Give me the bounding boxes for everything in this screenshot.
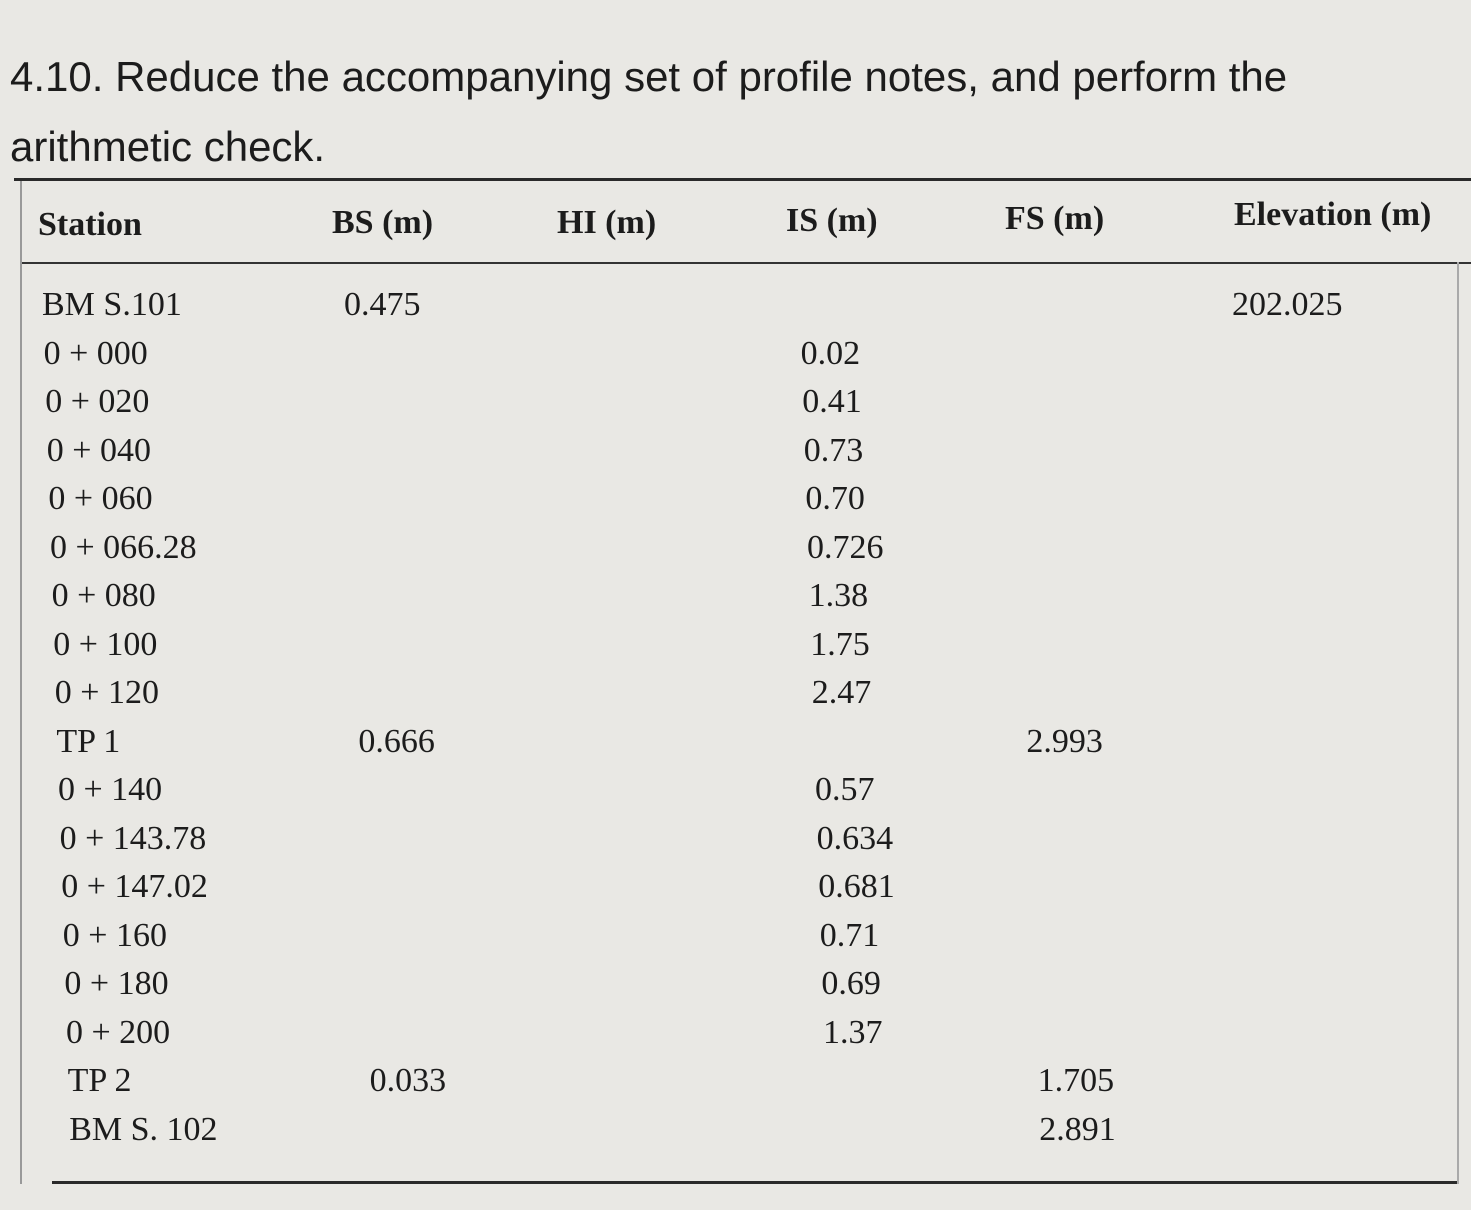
- profile-notes-table: [20, 178, 1471, 1184]
- table-row: [33, 626, 1471, 674]
- cell-is: 0.57: [815, 771, 875, 808]
- cell-station: 0 + 040: [46, 431, 151, 469]
- cell-station: 0 + 140: [58, 771, 163, 808]
- table-row: [24, 335, 1471, 383]
- header-fs: FS (m): [1005, 200, 1105, 237]
- cell-station: 0 + 020: [45, 383, 150, 420]
- cell-station: 0 + 143.78: [59, 819, 207, 857]
- table-row: [49, 1111, 1471, 1159]
- cell-is: 2.47: [811, 674, 872, 711]
- cell-station: 0 + 180: [64, 965, 169, 1002]
- cell-fs: 2.891: [1039, 1110, 1116, 1148]
- table-row: [28, 480, 1471, 528]
- cell-station: TP 1: [56, 722, 121, 760]
- header-elevation: Elevation (m): [1234, 196, 1432, 233]
- table-row: [44, 965, 1471, 1013]
- header-is: IS (m): [786, 202, 878, 239]
- cell-is: 0.70: [805, 480, 865, 517]
- cell-station: 0 + 060: [48, 480, 153, 517]
- table-row: [43, 917, 1471, 965]
- cell-is: 1.37: [823, 1013, 883, 1051]
- header-hi: HI (m): [557, 204, 657, 241]
- table-top-rule: [14, 178, 1471, 181]
- cell-station: BM S.101: [42, 286, 182, 323]
- table-bottom-rule: [52, 1181, 1458, 1184]
- cell-bs: 0.475: [344, 286, 421, 323]
- cell-station: 0 + 200: [66, 1013, 171, 1051]
- cell-is: 0.02: [800, 334, 861, 372]
- table-row: [27, 432, 1471, 480]
- cell-is: 0.73: [803, 431, 864, 469]
- cell-is: 0.71: [819, 916, 880, 954]
- cell-station: 0 + 160: [62, 916, 167, 954]
- table-row: [25, 383, 1471, 431]
- cell-fs: 2.993: [1026, 722, 1103, 760]
- cell-station: BM S. 102: [69, 1110, 218, 1148]
- table-row: [48, 1062, 1471, 1110]
- cell-is: 1.38: [808, 577, 869, 614]
- cell-bs: 0.033: [369, 1062, 447, 1099]
- cell-is: 0.726: [807, 528, 884, 566]
- cell-bs: 0.666: [358, 722, 435, 760]
- cell-is: 1.75: [810, 625, 870, 663]
- cell-is: 0.69: [821, 965, 881, 1002]
- table-row: [32, 577, 1471, 625]
- cell-elevation: 202.025: [1232, 286, 1343, 323]
- table-row: [40, 820, 1471, 868]
- problem-title: 4.10. Reduce the accompanying set of profile notes, and perform the arithmetic check.: [10, 53, 1288, 170]
- cell-station: 0 + 080: [51, 577, 156, 614]
- cell-station: 0 + 100: [53, 625, 158, 663]
- table-row: [46, 1014, 1471, 1062]
- cell-is: 0.634: [816, 819, 894, 857]
- table-row: [41, 868, 1471, 916]
- table-header-rule: [22, 262, 1471, 264]
- cell-station: 0 + 147.02: [61, 868, 208, 905]
- cell-station: TP 2: [67, 1062, 132, 1099]
- table-row: [22, 286, 1471, 334]
- cell-station: 0 + 000: [43, 334, 148, 372]
- table-row: [30, 529, 1471, 577]
- header-bs: BS (m): [332, 204, 434, 241]
- table-row: [35, 674, 1471, 722]
- cell-station: 0 + 066.28: [50, 528, 197, 566]
- table-row: [38, 771, 1471, 819]
- header-station: Station: [38, 206, 142, 243]
- cell-is: 0.41: [802, 383, 862, 420]
- cell-station: 0 + 120: [54, 674, 159, 711]
- cell-fs: 1.705: [1037, 1062, 1115, 1099]
- table-row: [36, 723, 1471, 771]
- cell-is: 0.681: [818, 868, 895, 905]
